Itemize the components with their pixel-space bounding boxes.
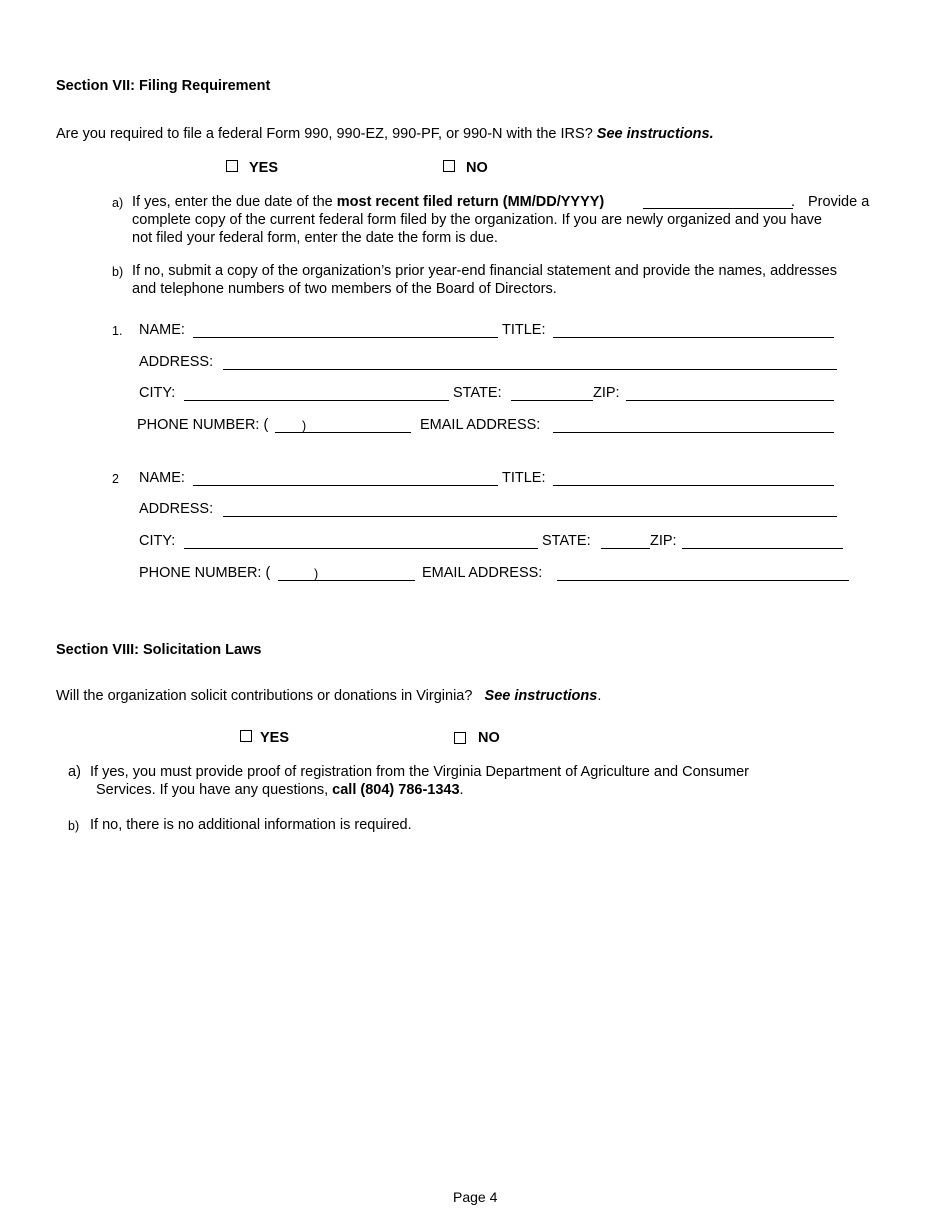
solicit-question	[56, 688, 601, 704]
member-2-email-label: EMAIL ADDRESS:	[422, 565, 543, 581]
solicit-phone: call (804) 786-1343	[332, 782, 460, 798]
member-2-phone-label: PHONE NUMBER: (	[139, 565, 271, 581]
solicit-b-marker: b)	[68, 819, 80, 833]
member-1-city-field[interactable]	[184, 400, 449, 401]
member-1-number: 1.	[112, 324, 123, 338]
member-1-email-label: EMAIL ADDRESS:	[420, 417, 541, 433]
member-1-state-label: STATE:	[453, 385, 502, 401]
member-2-name-field[interactable]	[193, 485, 498, 486]
member-1-city-label: CITY:	[139, 385, 176, 401]
member-2-city-field[interactable]	[184, 548, 538, 549]
solicit-a-text: Services. If you have any questions,	[96, 782, 329, 798]
item-a-line2: complete copy of the current federal form filed by the organization. If you are newly organized and you have	[132, 212, 822, 228]
due-date-field[interactable]	[643, 208, 793, 209]
member-1-email-field[interactable]	[553, 432, 834, 433]
member-2-address-field[interactable]	[223, 516, 837, 517]
solicit-no-label: NO	[478, 730, 500, 746]
member-2-name-label: NAME:	[139, 470, 185, 486]
filing-question	[56, 126, 714, 142]
item-a-marker: a)	[112, 196, 124, 210]
solicit-a-marker: a)	[68, 764, 81, 780]
member-1-phone-label: PHONE NUMBER: (	[137, 417, 269, 433]
member-2-city-label: CITY:	[139, 533, 176, 549]
member-2-phone-field[interactable]	[278, 580, 415, 581]
see-instructions-link: See instructions.	[596, 126, 714, 142]
section-8-heading: Section VIII: Solicitation Laws	[56, 642, 262, 658]
item-a-line1	[132, 194, 604, 210]
solicit-yes-label: YES	[260, 730, 290, 746]
member-2-title-label: TITLE:	[502, 470, 546, 486]
member-2-phone-paren: )	[314, 567, 319, 581]
item-b-marker: b)	[112, 265, 124, 279]
solicit-a-line1: If yes, you must provide proof of registration from the Virginia Department of Agriculture and Consumer	[90, 764, 749, 780]
solicit-period: .	[597, 688, 602, 704]
filing-yes-label: YES	[249, 160, 279, 176]
member-1-state-field[interactable]	[511, 400, 593, 401]
item-a-period: .	[791, 194, 796, 210]
member-1-address-label: ADDRESS:	[139, 354, 214, 370]
item-b-line1: If no, submit a copy of the organization’s prior year-end financial statement and provide the names, addresses	[132, 263, 837, 279]
filing-yes-checkbox[interactable]	[226, 160, 238, 172]
item-a-bold-text: most recent filed return (MM/DD/YYYY)	[336, 194, 605, 210]
member-1-zip-label: ZIP:	[593, 385, 620, 401]
member-1-phone-paren: )	[302, 419, 307, 433]
member-2-title-field[interactable]	[553, 485, 834, 486]
item-a-line3: not filed your federal form, enter the date the form is due.	[132, 230, 498, 246]
member-2-state-field[interactable]	[601, 548, 650, 549]
solicit-yes-checkbox[interactable]	[240, 730, 252, 742]
item-a-provide: Provide a	[808, 194, 870, 210]
member-1-name-field[interactable]	[193, 337, 498, 338]
member-1-title-label: TITLE:	[502, 322, 546, 338]
section-7-heading: Section VII: Filing Requirement	[56, 78, 271, 94]
member-1-address-field[interactable]	[223, 369, 837, 370]
member-1-phone-field[interactable]	[275, 432, 411, 433]
member-1-name-label: NAME:	[139, 322, 185, 338]
member-1-zip-field[interactable]	[626, 400, 834, 401]
solicit-b-line1: If no, there is no additional information is required.	[90, 817, 412, 833]
item-b-line2: and telephone numbers of two members of the Board of Directors.	[132, 281, 557, 297]
member-2-zip-field[interactable]	[682, 548, 843, 549]
solicit-a-line2	[96, 782, 464, 798]
filing-question-text: Are you required to file a federal Form 990, 990-EZ, 990-PF, or 990-N with the IRS?	[56, 126, 593, 142]
solicit-question-text: Will the organization solicit contributions or donations in Virginia?	[56, 688, 473, 704]
member-2-address-label: ADDRESS:	[139, 501, 214, 517]
member-1-title-field[interactable]	[553, 337, 834, 338]
member-2-zip-label: ZIP:	[650, 533, 677, 549]
page-number: Page 4	[453, 1189, 498, 1205]
solicit-see-instructions: See instructions	[484, 688, 598, 704]
solicit-no-checkbox[interactable]	[454, 732, 466, 744]
filing-no-label: NO	[466, 160, 488, 176]
solicit-a-period: .	[459, 782, 464, 798]
member-2-number: 2	[112, 472, 119, 486]
filing-no-checkbox[interactable]	[443, 160, 455, 172]
item-a-text: If yes, enter the due date of the	[132, 194, 333, 210]
member-2-state-label: STATE:	[542, 533, 591, 549]
member-2-email-field[interactable]	[557, 580, 849, 581]
